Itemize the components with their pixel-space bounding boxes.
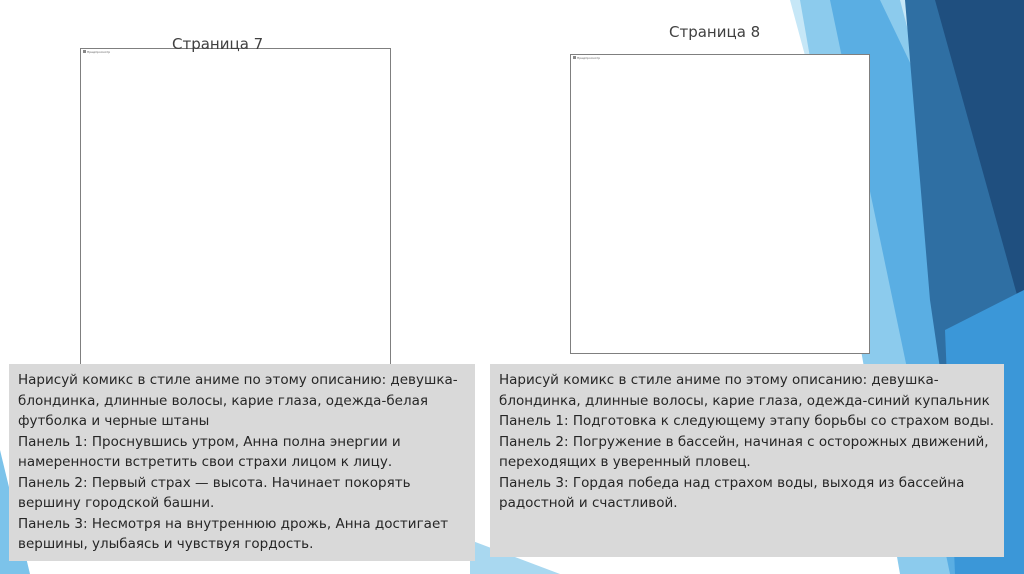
image-placeholder-icon — [573, 56, 576, 59]
description-panel-3: Панель 3: Гордая победа над страхом воды, выходя из бассейна радостной и счастливой. — [499, 474, 965, 511]
page-title-8: Страница 8 — [669, 23, 761, 41]
image-placeholder-icon — [83, 50, 86, 53]
description-panel-3: Панель 3: Несмотря на внутреннюю дрожь, Анна достигает вершины, улыбаясь и чувствуя гордость. — [18, 515, 449, 552]
comic-frame-page-8 — [570, 54, 870, 354]
frame-label: Предпросмотр — [573, 56, 600, 60]
description-panel-1: Панель 1: Проснувшись утром, Анна полна энергии и намеренности встретить свои страхи лицом к лицу. — [18, 433, 401, 470]
page-title-7: Страница 7 — [172, 35, 264, 53]
description-box-page-7 — [9, 364, 475, 561]
description-intro: Нарисуй комикс в стиле аниме по этому описанию: девушка-блондинка, длинные волосы, карие глаза, одежда-синий купальник — [499, 372, 990, 409]
frame-label: Предпросмотр — [83, 50, 110, 54]
comic-frame-page-7 — [80, 48, 391, 370]
description-intro: Нарисуй комикс в стиле аниме по этому описанию: девушка-блондинка, длинные волосы, карие глаза, одежда-белая футболка и черные штаны — [18, 372, 458, 429]
description-panel-2: Панель 2: Первый страх — высота. Начинает покорять вершину городской башни. — [18, 474, 411, 511]
description-panel-1: Панель 1: Подготовка к следующему этапу борьбы со страхом воды. — [499, 413, 995, 429]
description-panel-2: Панель 2: Погружение в бассейн, начиная с осторожных движений, переходящих в уверенный пловец. — [499, 433, 989, 470]
description-box-page-8 — [490, 364, 1004, 557]
